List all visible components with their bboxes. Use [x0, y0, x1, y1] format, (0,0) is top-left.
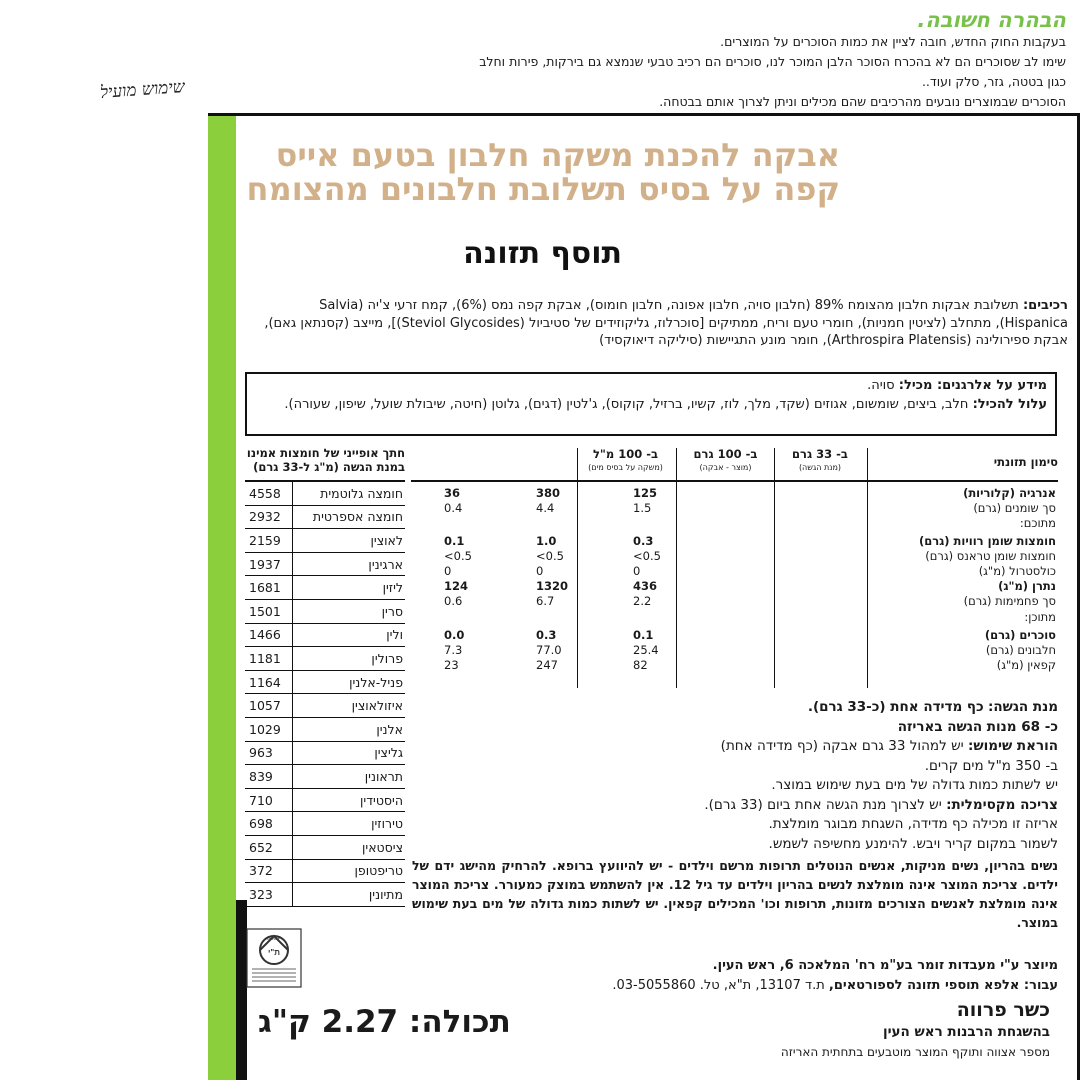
instructions-label: הוראת שימוש:: [967, 738, 1058, 754]
nutrition-value: 380: [536, 486, 561, 500]
nutrition-value: 0.3: [633, 534, 654, 548]
instructions: יש למהול 33 גרם אבקה (כף מדידה אחת): [720, 738, 964, 754]
allergens-box: [245, 372, 1057, 436]
amino-name: ליזין: [382, 580, 403, 596]
amino-name: טריפטופן: [354, 863, 403, 879]
kosher-supervision: בהשגחת הרבנות ראש העין: [882, 1024, 1050, 1040]
nutrition-value: 0.1: [444, 534, 465, 548]
nutrition-header-label: סימון תזונתי: [993, 455, 1058, 469]
nutrition-value: 247: [536, 658, 558, 672]
nutrition-row-label: חומצות שומן טראנס (גרם): [925, 549, 1056, 563]
notice-line: בעקבות החוק החדש, חובה לציין את כמות הסוכרים על המוצרים.: [720, 34, 1066, 49]
nutrition-row-label: חלבונים (גרם): [985, 643, 1056, 657]
table-header-rule: [411, 480, 1058, 482]
col-sub: (מוצר - אבקה): [699, 463, 752, 472]
nutrition-value: <0.5: [444, 549, 472, 563]
maker-for-label: עבור: אלפא תוספי תזונה לספורטאים,: [828, 978, 1058, 993]
amino-name: אלנין: [376, 721, 403, 737]
amino-row: [245, 624, 405, 648]
serving-size: כף מדידה אחת (כ-33 גרם).: [807, 699, 984, 715]
nutrition-value: 0.3: [536, 628, 557, 642]
max-label: צריכה מקסימלית:: [946, 796, 1058, 813]
amino-row: [245, 860, 405, 884]
amino-row: [245, 742, 405, 766]
amino-value: 839: [245, 765, 293, 788]
amino-value: 372: [245, 860, 293, 883]
maker-line: מיוצר ע"י מעבדות זומר בע"מ רח' המלאכה 6, ראש העין.: [712, 958, 1058, 973]
allergens-may: חלב, ביצים, שומשום, אגוזים (שקד, מלך, לוז, קשיו, ברזיל, קוקוס), ג'לטין (דגים), גלוטן (חיטה, שיבולת שועל, שיפון, שעורה).: [284, 397, 969, 412]
amino-row: [245, 576, 405, 600]
nutrition-row-label: סך שומנים (גרם): [973, 501, 1056, 515]
nutrition-value: 0.1: [633, 628, 654, 642]
amino-row: [245, 694, 405, 718]
nutrition-row-label: מתוכן:: [1024, 610, 1056, 624]
kosher-title: כשר פרווה: [956, 999, 1050, 1021]
amino-name: פרולין: [371, 650, 403, 666]
ingredients-label: רכיבים:: [1022, 298, 1068, 313]
nutrition-value: 77.0: [536, 643, 562, 657]
nutrition-value: [444, 516, 504, 531]
amino-row: [245, 671, 405, 695]
nutrition-row-label: חומצות שומן רוויות (גרם): [918, 534, 1056, 548]
instructions-cont: ב- 350 מ"ל מים קרים.: [924, 757, 1058, 774]
nutrition-value: [536, 516, 596, 531]
notice-title: הבהרה חשובה.: [917, 8, 1066, 32]
product-title-line: אבקה להכנת משקה חלבון בטעם אייס: [275, 136, 840, 174]
nutrition-value: 4.4: [536, 501, 555, 515]
amino-value: 652: [245, 836, 293, 859]
col-title: ב- 100 מ"ל: [592, 447, 659, 461]
amino-value: 4558: [245, 482, 293, 505]
allergens-may-label: עלול להכיל:: [972, 397, 1047, 412]
nutrition-value: 0: [444, 564, 452, 578]
notice-line: הסוכרים שבמוצרים נובעים מהרכיבים שהם מכילים וניתן לצרוך אותם בבטחה.: [659, 94, 1066, 109]
amino-row: [245, 836, 405, 860]
nutrition-value: 1.0: [536, 534, 557, 548]
nutrition-value: 125: [633, 486, 658, 500]
amino-row: [245, 647, 405, 671]
amino-value: 1466: [245, 624, 293, 647]
black-side-bar: [236, 900, 247, 1080]
gmp-text: ת"י: [268, 948, 280, 957]
amino-name: ולין: [386, 627, 403, 643]
nutrition-value: [444, 610, 504, 625]
amino-value: 963: [245, 742, 293, 765]
amino-name: סרין: [381, 603, 403, 619]
amino-name: טירוזין: [371, 816, 403, 832]
maker-for: ת.ד 13107, ת"א, טל. 03-5055860.: [612, 978, 825, 993]
amino-row: [245, 553, 405, 577]
pack-note: אריזה זו מכילה כף מדידה, השגחת מבוגר מומלצת.: [768, 816, 1058, 832]
amino-row: [245, 883, 405, 907]
nutrition-value: 23: [444, 658, 459, 672]
amino-value: 1057: [245, 694, 293, 717]
amino-name: ארגינין: [368, 556, 403, 572]
kosher-block: [781, 998, 1050, 1062]
nutrition-value: 2.2: [633, 594, 652, 608]
water-note: יש לשתות כמות גדולה של מים בעת שימוש במוצר.: [771, 777, 1058, 793]
nutrition-value: 25.4: [633, 643, 659, 657]
nutrition-value: [633, 516, 693, 531]
amino-value: 1681: [245, 576, 293, 599]
nutrition-row-label: סך פחמימות (גרם): [963, 594, 1056, 608]
amino-row: [245, 789, 405, 813]
amino-value: 698: [245, 812, 293, 835]
amino-acid-table: [245, 446, 405, 907]
nutrition-value: 436: [633, 579, 658, 593]
amino-name: חומצה גלוטמית: [320, 485, 403, 501]
nutrition-value: <0.5: [536, 549, 564, 563]
amino-value: 1029: [245, 718, 293, 741]
amino-row: [245, 765, 405, 789]
nutrition-value: 0: [633, 564, 641, 578]
serving-label: מנת הגשה:: [987, 699, 1058, 715]
amino-name: פניל-אלנין: [349, 674, 403, 690]
amino-value: 2932: [245, 506, 293, 529]
green-side-bar: [208, 113, 236, 1080]
ingredients-block: [252, 297, 1068, 350]
amino-row: [245, 506, 405, 530]
gmp-logo: [246, 928, 302, 988]
nutrition-value: 0.6: [444, 594, 463, 608]
nutrition-col-header: [678, 448, 773, 476]
col-title: ב- 33 גרם: [792, 447, 848, 461]
batch-note: מספר אצווה ותוקף המוצר מוטבעים בתחתית האריזה: [780, 1045, 1050, 1059]
amino-name: מתיונין: [368, 886, 403, 902]
net-content: תכולה: 2.27 ק"ג: [258, 1004, 511, 1040]
allergens-contains: סויה.: [867, 378, 895, 393]
amino-value: 323: [245, 883, 293, 906]
nutrition-row-label: מתוכם:: [1019, 516, 1056, 530]
col-sub: (משקה על בסיס מים): [588, 463, 663, 472]
nutrition-table: [411, 448, 1058, 688]
amino-value: 1937: [245, 553, 293, 576]
allergens-contains-label: מידע על אלרגנים: מכיל:: [898, 378, 1047, 393]
notice-line: כגון בטטה, גזר, סלק ועוד..: [921, 74, 1066, 89]
amino-row: [245, 482, 405, 506]
handwritten-signature: שימוש מועיל: [99, 77, 186, 103]
nutrition-value: 0: [536, 564, 544, 578]
storage-note: לשמור במקום קריר ויבש. להימנע מחשיפה לשמש.: [768, 835, 1058, 852]
product-title: [240, 138, 840, 206]
amino-row: [245, 600, 405, 624]
amino-name: לאוצין: [370, 532, 403, 548]
amino-value: 710: [245, 789, 293, 812]
amino-row: [245, 529, 405, 553]
nutrition-col-header: [578, 448, 673, 476]
nutrition-value: [536, 610, 596, 625]
nutrition-value: 1.5: [633, 501, 652, 515]
amino-value: 1501: [245, 600, 293, 623]
amino-name: ציסטאין: [362, 839, 403, 855]
servings-count: כ- 68 מנות הגשה באריזה: [897, 718, 1058, 735]
usage-block: [412, 698, 1058, 854]
manufacturer: [412, 956, 1058, 996]
product-title-line: קפה על בסיס תשלובת חלבונים מהצומח: [246, 170, 840, 208]
amino-value: 1164: [245, 671, 293, 694]
amino-header: חתך אופייני של חומצות אמינו במנת הגשה (מ"ג ל-33 גרם): [245, 446, 405, 482]
amino-name: איזולאוצין: [351, 698, 403, 714]
amino-name: חומצה אספרטית: [312, 509, 403, 525]
amino-value: 2159: [245, 529, 293, 552]
nutrition-value: 7.3: [444, 643, 463, 657]
nutrition-row-label: סוכרים (גרם): [984, 628, 1056, 642]
nutrition-value: 1320: [536, 579, 569, 593]
amino-name: היסטידין: [360, 792, 403, 808]
gmp-text: G.M.P: [266, 936, 282, 942]
max-intake: יש לצרוך מנת הגשה אחת ביום (33 גרם).: [704, 796, 942, 813]
nutrition-row-label: כולסטרול (מ"ג): [978, 564, 1056, 578]
nutrition-col-header: [775, 448, 865, 476]
amino-name: תראונין: [364, 768, 403, 784]
col-sub: (מנת הגשה): [798, 463, 842, 472]
amino-row: [245, 718, 405, 742]
nutrition-value: 124: [444, 579, 469, 593]
nutrition-row-label: קפאין (מ"ג): [996, 658, 1056, 672]
table-divider: [774, 448, 776, 688]
ingredients-text: תשלובת אבקות חלבון מהצומח 89% (חלבון סויה, חלבון אפונה, חלבון חומוס), אבקת קפה נמס (6%), קמח זרעי צ'יה (Salvia Hispanica), מתחלב (לציטין חמניות), חומרי טעם וריח, ממתיקים [סוכרלוז, גליקוזידים של סטיביול (Steviol Glycosides)], מייצב (קסנתאן גאם), אבקת ספירולינה (Arthrospira Platensis), חומר מונע התגיישות (סיליקה דיאוקסיד): [264, 298, 1068, 348]
nutrition-value: 6.7: [536, 594, 555, 608]
nutrition-value: [633, 610, 693, 625]
nutrition-value: 0.0: [444, 628, 465, 642]
amino-row: [245, 812, 405, 836]
label-top-border: [208, 113, 1080, 116]
warnings: נשים בהריון, נשים מניקות, אנשים הנוטלים תרופות מרשם וילדים - יש להיוועץ ברופא. להרחיק מהישג ידם של ילדים. צריכת המוצר אינה מומלצת לנשים בהריון וילדים עד גיל 12. אין להשתמש במוצק כמעורר. צריכת המוצר אינה מומלצת לאנשים הצורכים מזונות, תרופות וכו' המכילים קפאין. יש לשתות כמות גדולה של מים בעת שימוש במוצר.: [412, 858, 1058, 930]
nutrition-value: 82: [633, 658, 648, 672]
nutrition-row-label: נתרן (מ"ג): [998, 579, 1056, 593]
nutrition-value: 36: [444, 486, 461, 500]
amino-value: 1181: [245, 647, 293, 670]
amino-name: גליצין: [374, 745, 403, 761]
nutrition-row-label: אנרגיה (קלוריות): [963, 486, 1056, 500]
product-subtitle: תוסף תזונה: [463, 236, 622, 271]
col-title: ב- 100 גרם: [693, 447, 758, 461]
nutrition-value: 0.4: [444, 501, 463, 515]
nutrition-value: <0.5: [633, 549, 661, 563]
notice-line: שימו לב שסוכרים הם לא בהכרח הסוכר הלבן המוכר לנו, סוכרים הם רכיב טבעי שנמצא גם בירקות, פירות וחלב: [479, 54, 1066, 69]
